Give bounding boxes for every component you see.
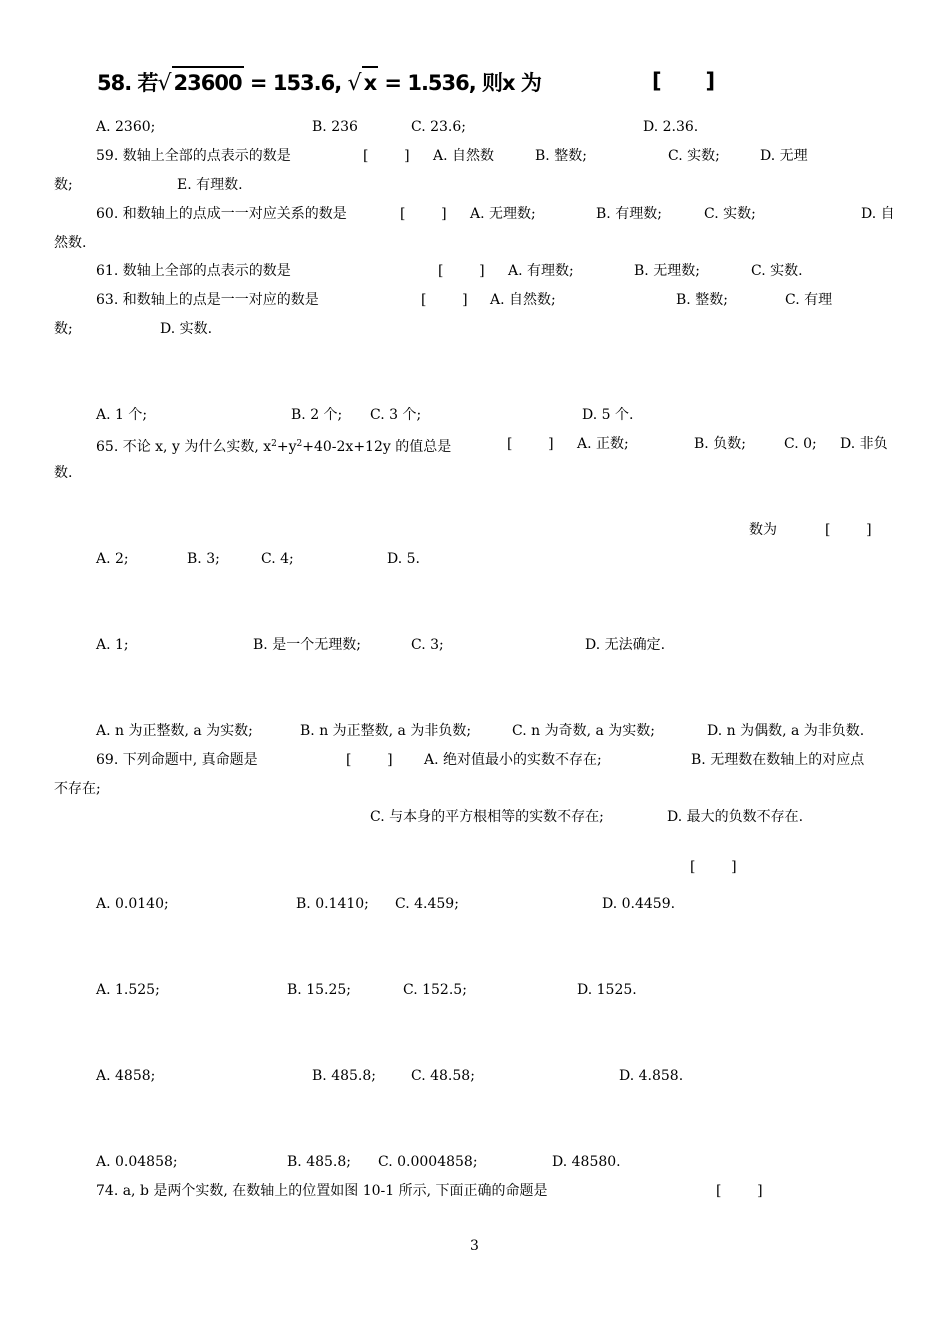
q65-stem-b: +y — [276, 439, 297, 455]
q64-option-d: D. 5 个. — [582, 407, 634, 423]
q58-radicand-1: 23600 — [172, 66, 244, 98]
q70-answer-bracket: [ ] — [690, 859, 737, 875]
q66-answer-bracket: [ ] — [825, 522, 872, 538]
q72-option-c: C. 48.58; — [411, 1068, 475, 1084]
q66-option-b: B. 3; — [187, 551, 220, 567]
q66-option-c: C. 4; — [261, 551, 294, 567]
q72-option-d: D. 4.858. — [619, 1068, 684, 1084]
q73-option-d: D. 48580. — [552, 1154, 621, 1170]
q59-option-e: E. 有理数. — [177, 177, 243, 193]
q65-option-b: B. 负数; — [694, 436, 746, 452]
q61-option-b: B. 无理数; — [634, 263, 700, 279]
q64-option-b: B. 2 个; — [291, 407, 343, 423]
q67-option-d: D. 无法确定. — [585, 637, 666, 653]
q69-option-b: B. 无理数在数轴上的对应点 — [691, 752, 865, 768]
q58-radicand-2: x — [362, 66, 379, 98]
q61-option-c: C. 实数. — [751, 263, 803, 279]
q67-option-b: B. 是一个无理数; — [253, 637, 361, 653]
q60-continuation: 然数. — [54, 235, 87, 251]
q66-option-d: D. 5. — [387, 551, 420, 567]
q66-option-a: A. 2; — [96, 551, 129, 567]
q71-option-d: D. 1525. — [577, 982, 637, 998]
q73-option-c: C. 0.0004858; — [378, 1154, 478, 1170]
q58-prefix: 58. 若 — [97, 71, 158, 95]
question-58-stem — [97, 66, 541, 99]
q71-option-a: A. 1.525; — [96, 982, 160, 998]
q63-option-b: B. 整数; — [676, 292, 728, 308]
q59-answer-bracket: [ ] — [363, 148, 410, 164]
q66-stem-tail: 数为 — [749, 522, 777, 538]
q60-option-c: C. 实数; — [704, 206, 756, 222]
q68-option-d: D. n 为偶数, a 为非负数. — [707, 723, 865, 739]
q72-option-b: B. 485.8; — [312, 1068, 376, 1084]
q58-option-b: B. 236 — [312, 119, 358, 135]
q58-option-d: D. 2.36. — [643, 119, 699, 135]
q69-option-a: A. 绝对值最小的实数不存在; — [424, 752, 602, 768]
q70-option-b: B. 0.1410; — [296, 896, 369, 912]
q63-stem: 63. 和数轴上的点是一一对应的数是 — [96, 292, 319, 308]
q73-option-a: A. 0.04858; — [96, 1154, 178, 1170]
q68-option-c: C. n 为奇数, a 为实数; — [512, 723, 655, 739]
q63-answer-bracket: [ ] — [421, 292, 468, 308]
q61-answer-bracket: [ ] — [438, 263, 485, 279]
q64-option-c: C. 3 个; — [370, 407, 422, 423]
q65-exponent-2: 2 — [296, 439, 303, 449]
q71-option-c: C. 152.5; — [403, 982, 467, 998]
q69-answer-bracket: [ ] — [346, 752, 393, 768]
q58-option-c: C. 23.6; — [411, 119, 467, 135]
q74-stem: 74. a, b 是两个实数, 在数轴上的位置如图 10-1 所示, 下面正确的命题是 — [96, 1183, 548, 1199]
q70-option-c: C. 4.459; — [395, 896, 459, 912]
q65-stem — [96, 435, 451, 456]
q60-option-b: B. 有理数; — [596, 206, 662, 222]
q59-option-c: C. 实数; — [668, 148, 720, 164]
radical-sign-icon: √ — [157, 71, 171, 96]
q59-option-a: A. 自然数 — [433, 148, 495, 164]
q73-option-b: B. 485.8; — [287, 1154, 351, 1170]
q68-option-a: A. n 为正整数, a 为实数; — [96, 723, 253, 739]
q60-option-d: D. 自 — [861, 206, 895, 222]
q59-option-d: D. 无理 — [760, 148, 808, 164]
q72-option-a: A. 4858; — [96, 1068, 156, 1084]
q58-mid: = 153.6, — [243, 71, 348, 95]
q60-answer-bracket: [ ] — [400, 206, 447, 222]
q60-option-a: A. 无理数; — [470, 206, 536, 222]
q69-option-c: C. 与本身的平方根相等的实数不存在; — [370, 809, 604, 825]
q65-answer-bracket: [ ] — [507, 436, 554, 452]
q67-option-a: A. 1; — [96, 637, 129, 653]
q65-stem-a: 65. 不论 x, y 为什么实数, x — [96, 439, 272, 455]
q69-option-d: D. 最大的负数不存在. — [667, 809, 804, 825]
q65-exponent-1: 2 — [271, 439, 277, 449]
q63-continuation: 数; — [54, 321, 73, 337]
q69-continuation: 不存在; — [54, 781, 101, 797]
q71-option-b: B. 15.25; — [287, 982, 351, 998]
q67-option-c: C. 3; — [411, 637, 444, 653]
q59-option-b: B. 整数; — [535, 148, 587, 164]
q65-option-c: C. 0; — [784, 436, 817, 452]
q59-stem: 59. 数轴上全部的点表示的数是 — [96, 148, 291, 164]
page-number: 3 — [470, 1238, 479, 1254]
q69-stem: 69. 下列命题中, 真命题是 — [96, 752, 258, 768]
q64-option-a: A. 1 个; — [96, 407, 148, 423]
q59-continuation: 数; — [54, 177, 73, 193]
q65-option-d: D. 非负 — [840, 436, 888, 452]
q58-suffix: = 1.536, 则x 为 — [378, 71, 541, 95]
q70-option-d: D. 0.4459. — [602, 896, 676, 912]
q70-option-a: A. 0.0140; — [96, 896, 169, 912]
q58-option-a: A. 2360; — [96, 119, 156, 135]
q65-option-a: A. 正数; — [577, 436, 629, 452]
q68-option-b: B. n 为正整数, a 为非负数; — [300, 723, 472, 739]
q65-continuation: 数. — [54, 465, 73, 481]
radical-sign-icon: √ — [347, 71, 361, 96]
q61-stem: 61. 数轴上全部的点表示的数是 — [96, 263, 291, 279]
q61-option-a: A. 有理数; — [508, 263, 574, 279]
q58-answer-bracket: [ ] — [652, 69, 716, 93]
q65-stem-c: +40-2x+12y 的值总是 — [302, 439, 452, 455]
q63-option-d: D. 实数. — [160, 321, 213, 337]
q74-answer-bracket: [ ] — [716, 1183, 763, 1199]
q63-option-a: A. 自然数; — [490, 292, 556, 308]
q63-option-c: C. 有理 — [785, 292, 833, 308]
q60-stem: 60. 和数轴上的点成一一对应关系的数是 — [96, 206, 347, 222]
